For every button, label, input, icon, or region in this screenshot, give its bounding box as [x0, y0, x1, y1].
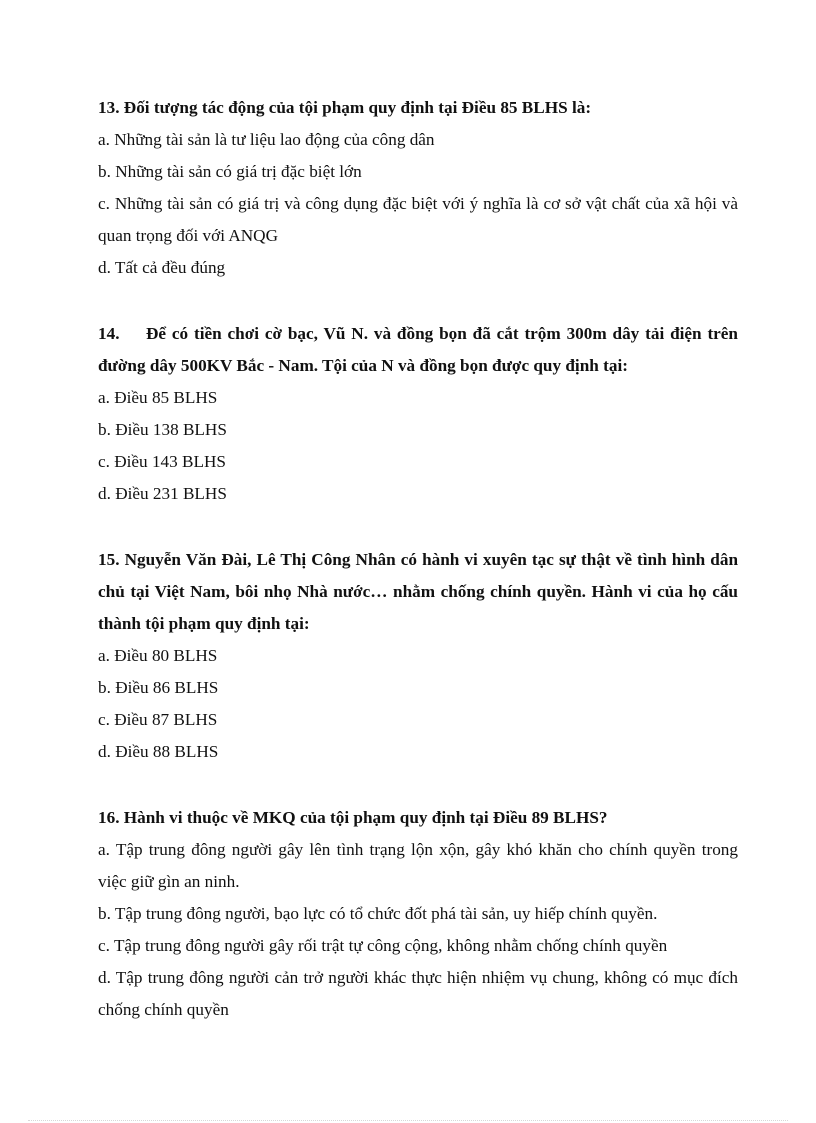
question-number: 13.	[98, 98, 120, 117]
option-letter: c.	[98, 936, 110, 955]
option-d	[98, 478, 738, 510]
question-14	[98, 318, 738, 510]
question-title	[98, 802, 738, 834]
document-page	[98, 92, 738, 1060]
option-letter: b.	[98, 162, 111, 181]
option-letter: a.	[98, 646, 110, 665]
question-16	[98, 802, 738, 1026]
option-text: Những tài sản là tư liệu lao động của công dân	[114, 130, 435, 149]
option-text: Tập trung đông người cản trở người khác thực hiện nhiệm vụ chung, không có mục đích chống chính quyền	[98, 968, 738, 1019]
option-c	[98, 446, 738, 478]
option-letter: a.	[98, 388, 110, 407]
option-text: Tập trung đông người gây rối trật tự công cộng, không nhằm chống chính quyền	[113, 936, 668, 955]
option-b	[98, 414, 738, 446]
option-text: Điều 143 BLHS	[114, 452, 226, 471]
option-text: Điều 86 BLHS	[115, 678, 219, 697]
question-text: Hành vi thuộc về MKQ của tội phạm quy định tại Điều 89 BLHS?	[123, 808, 608, 827]
question-title	[98, 318, 738, 382]
option-a	[98, 124, 738, 156]
page-bottom-divider	[28, 1120, 788, 1121]
option-text: Điều 138 BLHS	[115, 420, 227, 439]
option-letter: b.	[98, 678, 111, 697]
option-letter: b.	[98, 420, 111, 439]
option-letter: d.	[98, 742, 111, 761]
option-text: Tập trung đông người gây lên tình trạng lộn xộn, gây khó khăn cho chính quyền trong việc giữ gìn an ninh.	[98, 840, 738, 891]
option-text: Điều 88 BLHS	[115, 742, 219, 761]
option-text: Tất cả đều đúng	[114, 258, 226, 277]
option-letter: c.	[98, 710, 110, 729]
option-a	[98, 640, 738, 672]
question-number: 16.	[98, 808, 120, 827]
option-text: Điều 87 BLHS	[114, 710, 218, 729]
option-text: Những tài sản có giá trị và công dụng đặc biệt với ý nghĩa là cơ sở vật chất của xã hội và quan trọng đối với ANQG	[98, 194, 738, 245]
option-letter: d.	[98, 968, 111, 987]
option-d	[98, 962, 738, 1026]
question-text: Đối tượng tác động của tội phạm quy định tại Điều 85 BLHS là:	[123, 98, 592, 117]
option-b	[98, 898, 738, 930]
question-number: 15.	[98, 550, 120, 569]
question-13	[98, 92, 738, 284]
question-text: Để có tiền chơi cờ bạc, Vũ N. và đồng bọn đã cắt trộm 300m dây tải điện trên đường dây 500KV Bắc - Nam. Tội của N và đồng bọn được quy định tại:	[98, 324, 738, 375]
option-letter: d.	[98, 484, 111, 503]
option-letter: b.	[98, 904, 111, 923]
question-15	[98, 544, 738, 768]
option-b	[98, 672, 738, 704]
option-letter: a.	[98, 130, 110, 149]
question-text: Nguyễn Văn Đài, Lê Thị Công Nhân có hành vi xuyên tạc sự thật về tình hình dân chủ tại Việt Nam, bôi nhọ Nhà nước… nhằm chống chính quyền. Hành vi của họ cấu thành tội phạm quy định tại:	[98, 550, 738, 633]
option-letter: c.	[98, 452, 110, 471]
option-a	[98, 382, 738, 414]
option-text: Tập trung đông người, bạo lực có tổ chức đốt phá tài sản, uy hiếp chính quyền.	[114, 904, 658, 923]
option-a	[98, 834, 738, 898]
option-letter: a.	[98, 840, 110, 859]
question-title	[98, 92, 738, 124]
option-letter: d.	[98, 258, 111, 277]
question-title	[98, 544, 738, 640]
option-text: Điều 80 BLHS	[114, 646, 218, 665]
option-text: Điều 85 BLHS	[114, 388, 218, 407]
option-c	[98, 930, 738, 962]
option-d	[98, 736, 738, 768]
option-letter: c.	[98, 194, 110, 213]
option-b	[98, 156, 738, 188]
question-number: 14.	[98, 324, 120, 343]
option-c	[98, 188, 738, 252]
option-d	[98, 252, 738, 284]
option-c	[98, 704, 738, 736]
option-text: Những tài sản có giá trị đặc biệt lớn	[115, 162, 362, 181]
option-text: Điều 231 BLHS	[115, 484, 227, 503]
